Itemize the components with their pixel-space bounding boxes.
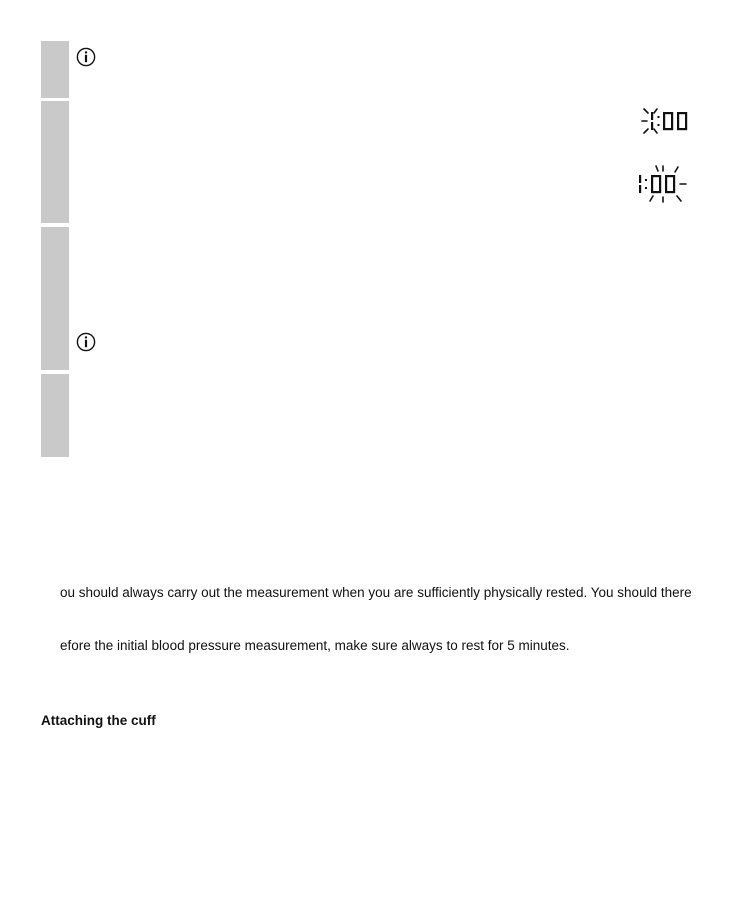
- paragraph-rest-five-minutes: efore the initial blood pressure measurement, make sure always to rest for 5 minutes.: [60, 638, 570, 653]
- info-circle-icon: [76, 332, 96, 352]
- paragraph-rest-measurement: ou should always carry out the measurement when you are sufficiently physically rested. You should there: [60, 585, 692, 600]
- sidebar-block-3: [41, 227, 69, 370]
- sidebar-block-1: [41, 41, 69, 98]
- info-circle-icon: [76, 47, 96, 67]
- sidebar-block-4: [41, 374, 69, 457]
- lcd-display-minutes-blinking: [636, 164, 692, 209]
- lcd-display-hours-blinking: [640, 104, 692, 143]
- sidebar-block-2: [41, 101, 69, 223]
- section-heading: Attaching the cuff: [41, 713, 156, 728]
